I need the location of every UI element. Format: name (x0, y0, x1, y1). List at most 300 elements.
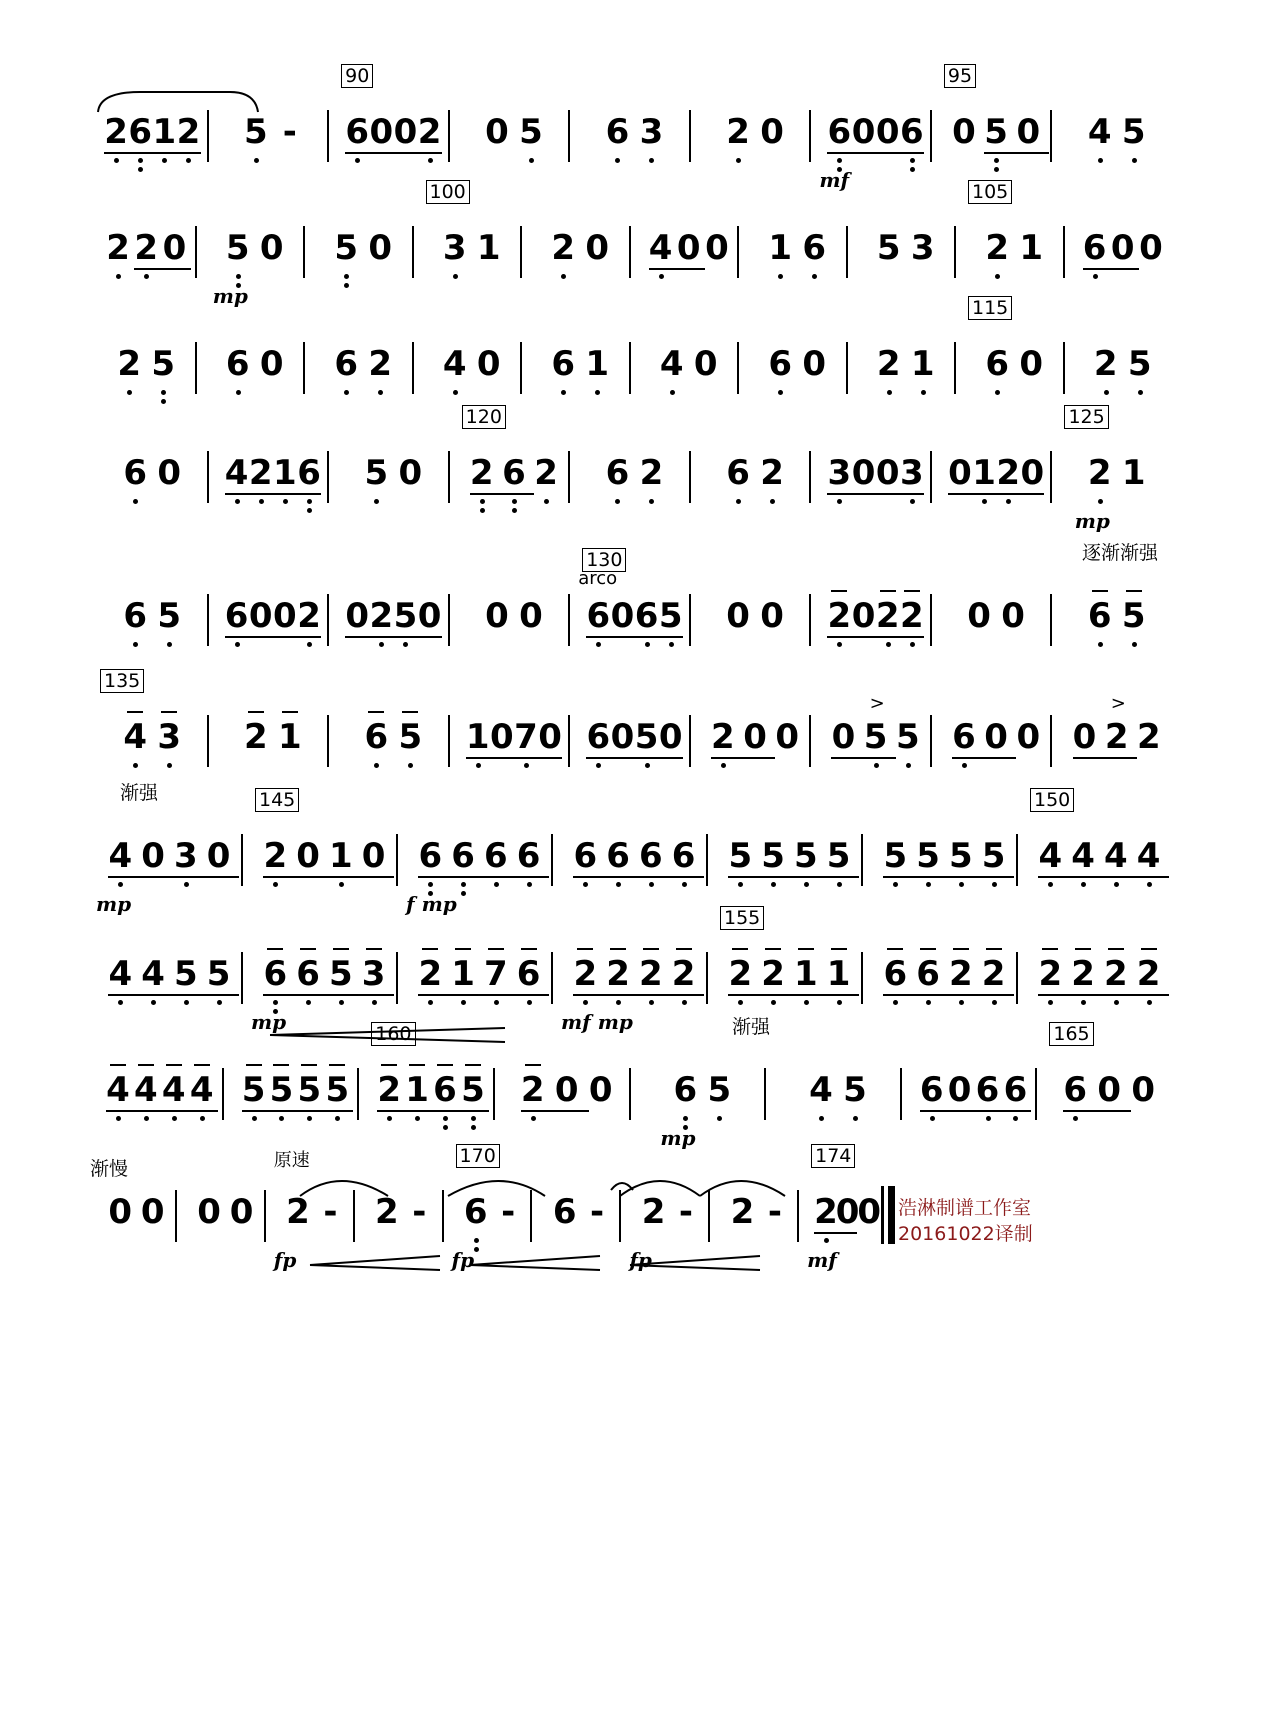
overline (161, 711, 177, 713)
dynamic-mark: mf mp (561, 1010, 633, 1034)
note-digit: 4 (123, 717, 148, 757)
lower-octave-dot (910, 158, 915, 163)
note-digit: 5 (863, 717, 888, 757)
underline-beam (916, 876, 949, 878)
lower-octave-dot (236, 274, 241, 279)
note-digit: 1 (329, 836, 353, 876)
underline-beam (521, 1110, 555, 1112)
underline-beam (263, 994, 296, 996)
lower-octave-dot (649, 1000, 654, 1005)
lower-octave-dot (133, 642, 138, 647)
note-digit: 1 (152, 112, 177, 152)
barline (551, 834, 553, 886)
note-digit: 0 (398, 453, 423, 493)
lower-octave-dot (252, 1116, 257, 1121)
lower-octave-dot (986, 1116, 991, 1121)
measure (213, 717, 334, 777)
lower-octave-dot (344, 390, 349, 395)
note-digit: 0 (157, 453, 182, 493)
underline-beam (711, 757, 743, 759)
underline-beam (1073, 757, 1105, 759)
note-digit: 6 (297, 453, 321, 493)
lower-octave-dot (374, 499, 379, 504)
note-digit: 0 (984, 717, 1008, 757)
barline (222, 1068, 224, 1120)
note-digit: 0 (1020, 453, 1045, 493)
measure (418, 181, 527, 288)
measure (936, 65, 1057, 172)
barline (1016, 952, 1018, 1004)
barline (303, 342, 305, 394)
note-digit: 6 (451, 836, 475, 876)
underline-beam (677, 268, 705, 270)
note-digit: 1 (794, 954, 818, 994)
note-digit: 2 (639, 453, 664, 493)
underline-beam (916, 994, 949, 996)
note-digit: 2 (243, 717, 268, 757)
underline-beam (876, 152, 900, 154)
note-digit: 1 (465, 717, 490, 757)
measure-number: 145 (255, 788, 299, 812)
lower-octave-dot (645, 763, 650, 768)
measure (92, 112, 213, 172)
note-digit: 2 (949, 954, 973, 994)
note-digit: 6 (418, 836, 443, 876)
note-digit: 1 (826, 954, 851, 994)
overline (368, 711, 384, 713)
barline (207, 110, 209, 162)
measure (454, 717, 575, 777)
barline (1050, 594, 1052, 646)
underline-beam (1071, 994, 1104, 996)
note-digit: 0 (1139, 228, 1163, 268)
barline (264, 1190, 266, 1242)
lower-octave-dot (992, 882, 997, 887)
measure-number: 130 (582, 548, 626, 572)
note-digit: 0 (857, 1192, 881, 1232)
lower-octave-dot (283, 499, 288, 504)
note-digit: 0 (1019, 344, 1044, 384)
note-digit: 6 (802, 228, 827, 268)
overline (282, 711, 298, 713)
final-barline-thick (888, 1186, 895, 1244)
measure (815, 693, 936, 777)
note-digit: 4 (442, 344, 467, 384)
overline (1092, 590, 1108, 592)
underline-beam (296, 876, 329, 878)
note-digit: 2 (104, 112, 128, 152)
underline-beam (728, 994, 761, 996)
measure (557, 954, 712, 1034)
note-digit: 2 (1136, 954, 1161, 994)
underline-beam (610, 757, 634, 759)
lower-octave-dot (959, 1000, 964, 1005)
note-digit: 0 (693, 344, 718, 384)
note-digit: 2 (520, 1070, 545, 1110)
underline-beam (225, 636, 249, 638)
lower-octave-dot (236, 390, 241, 395)
underline-beam (1137, 876, 1170, 878)
lower-octave-dot (378, 390, 383, 395)
note-digit: 2 (1093, 344, 1118, 384)
barline (930, 715, 932, 767)
barline (327, 110, 329, 162)
dash: - (678, 1192, 694, 1232)
note-digit: 2 (573, 954, 598, 994)
note-digit: 6 (1082, 228, 1107, 268)
lower-octave-dot (138, 158, 143, 163)
underline-beam (982, 876, 1015, 878)
lower-octave-dot (118, 882, 123, 887)
lower-octave-dot (1104, 390, 1109, 395)
underline-beam (761, 876, 794, 878)
measure (936, 596, 1057, 656)
lower-octave-dot (853, 1116, 858, 1121)
lower-octave-dot (770, 499, 775, 504)
underline-beam (649, 268, 677, 270)
note-digit: 0 (658, 717, 683, 757)
dynamic-mark: mp (212, 284, 248, 308)
dash: - (323, 1192, 338, 1232)
lower-octave-dot (819, 1116, 824, 1121)
barline (568, 451, 570, 503)
measure-number: 95 (944, 64, 976, 88)
underline-beam (405, 1110, 433, 1112)
lower-octave-dot (812, 274, 817, 279)
note-digit: 5 (364, 453, 389, 493)
note-digit: 2 (297, 596, 321, 636)
lower-octave-dot (994, 167, 999, 172)
measure (574, 453, 695, 513)
note-digit: 6 (551, 344, 576, 384)
note-digit: 6 (768, 344, 793, 384)
barline (930, 110, 932, 162)
underline-beam (176, 152, 200, 154)
underline-beam (606, 994, 639, 996)
measure (247, 789, 402, 896)
lower-octave-dot (1147, 882, 1152, 887)
lower-octave-dot (428, 158, 433, 163)
lower-octave-dot (480, 508, 485, 513)
barline (1063, 226, 1065, 278)
measure (1022, 789, 1177, 896)
lower-octave-dot (1098, 499, 1103, 504)
measure (201, 344, 310, 404)
measure (1056, 596, 1177, 656)
measure (712, 907, 867, 1014)
lower-octave-dot (186, 158, 191, 163)
note-digit: 4 (659, 344, 684, 384)
note-digit: 1 (277, 717, 302, 757)
measure (635, 344, 744, 404)
measure (743, 344, 852, 404)
note-digit: 5 (297, 1070, 322, 1110)
overline (301, 1064, 317, 1066)
measure (574, 112, 695, 172)
lower-octave-dot (167, 763, 172, 768)
note-digit: 2 (711, 717, 735, 757)
accent-mark: > (869, 693, 885, 714)
note-digit: 6 (606, 836, 630, 876)
note-digit: 2 (117, 344, 142, 384)
lower-octave-dot (992, 1000, 997, 1005)
lower-octave-dot (512, 499, 517, 504)
score-system (92, 542, 1177, 656)
lower-octave-dot (235, 642, 240, 647)
lower-octave-dot (355, 158, 360, 163)
note-digit: 3 (899, 453, 924, 493)
underline-beam (952, 757, 984, 759)
note-digit: 0 (851, 596, 876, 636)
note-digit: 5 (843, 1070, 867, 1110)
measure-number: 160 (371, 1022, 415, 1046)
underline-beam (728, 876, 761, 878)
overline (248, 711, 264, 713)
lower-octave-dot (1098, 158, 1103, 163)
measure (936, 717, 1057, 777)
note-digit: 0 (585, 228, 610, 268)
barline (520, 226, 522, 278)
lower-octave-dot (874, 763, 879, 768)
note-digit: 5 (981, 836, 1006, 876)
note-digit: 0 (851, 112, 876, 152)
underline-beam (263, 876, 296, 878)
note-digit: 6 (916, 954, 940, 994)
note-digit: 5 (826, 836, 851, 876)
performance-marking: arco (578, 568, 618, 589)
underline-beam (948, 493, 972, 495)
measure (770, 1070, 906, 1130)
lower-octave-dot (921, 390, 926, 395)
measure (574, 717, 695, 777)
underline-beam (345, 636, 369, 638)
barline (764, 1068, 766, 1120)
underline-beam (827, 994, 860, 996)
underline-beam (393, 152, 417, 154)
note-digit: 0 (952, 112, 976, 152)
measure (1056, 112, 1177, 172)
note-digit: 4 (1071, 836, 1095, 876)
underline-beam (273, 493, 297, 495)
lower-octave-dot (1098, 642, 1103, 647)
lower-octave-dot (1013, 1116, 1018, 1121)
note-digit: 2 (377, 1070, 402, 1110)
note-digit: 0 (743, 717, 767, 757)
note-digit: 2 (981, 954, 1006, 994)
note-digit: 0 (1072, 717, 1097, 757)
barline (1050, 451, 1052, 503)
lower-octave-dot (531, 1116, 536, 1121)
underline-beam (104, 152, 128, 154)
note-digit: 5 (206, 954, 231, 994)
underline-beam (461, 1110, 489, 1112)
lower-octave-dot (824, 1238, 829, 1243)
barline (846, 226, 848, 278)
lower-octave-dot (461, 891, 466, 896)
measure (247, 954, 402, 1034)
lower-octave-dot (1138, 390, 1143, 395)
note-digit: 5 (334, 228, 359, 268)
barline (303, 226, 305, 278)
note-digit: 5 (634, 717, 659, 757)
overline (798, 948, 814, 950)
barline (629, 226, 631, 278)
note-digit: 6 (345, 112, 369, 152)
lower-octave-dot (596, 642, 601, 647)
underline-beam (141, 994, 174, 996)
measure (695, 112, 816, 172)
underline-beam (1020, 493, 1044, 495)
overline (246, 1064, 262, 1066)
note-digit: 3 (442, 228, 467, 268)
note-digit: 2 (671, 954, 696, 994)
underline-beam (1111, 268, 1139, 270)
underline-beam (325, 1110, 353, 1112)
lower-octave-dot (453, 274, 458, 279)
barline (327, 451, 329, 503)
overline (1075, 948, 1091, 950)
note-digit: 0 (775, 717, 800, 757)
underline-beam (743, 757, 775, 759)
barline (1016, 834, 1018, 886)
barline (861, 834, 863, 886)
note-digit: 6 (433, 1070, 457, 1110)
note-digit: 0 (588, 1070, 613, 1110)
lower-octave-dot (596, 763, 601, 768)
dynamic-mark: mf (819, 168, 850, 192)
note-digit: 6 (985, 344, 1010, 384)
underline-beam (827, 493, 851, 495)
note-digit: 7 (514, 717, 538, 757)
measure (635, 228, 744, 288)
lower-octave-dot (682, 1000, 687, 1005)
barline (448, 715, 450, 767)
barline (448, 594, 450, 646)
lower-octave-dot (926, 1000, 931, 1005)
note-digit: 0 (345, 596, 369, 636)
note-digit: 0 (485, 596, 509, 636)
lower-octave-dot (1132, 642, 1137, 647)
underline-beam (273, 636, 297, 638)
barline (241, 952, 243, 1004)
underline-beam (586, 757, 610, 759)
overline (610, 948, 626, 950)
underline-beam (1097, 1110, 1131, 1112)
overline (465, 1064, 481, 1066)
note-digit: 4 (161, 1070, 186, 1110)
lower-octave-dot (273, 882, 278, 887)
underline-beam (1104, 876, 1137, 878)
barline (241, 834, 243, 886)
dynamic-mark: fp (273, 1248, 297, 1272)
underline-beam (329, 876, 362, 878)
underline-beam (466, 757, 490, 759)
lower-octave-dot (615, 499, 620, 504)
barline (900, 1068, 902, 1120)
note-digit: 2 (726, 112, 750, 152)
measure (635, 1070, 771, 1150)
note-digit: 2 (827, 596, 852, 636)
underline-beam (836, 1232, 858, 1234)
note-digit: 2 (728, 954, 753, 994)
lower-octave-dot (837, 499, 842, 504)
underline-beam (190, 1110, 218, 1112)
note-digit: 2 (534, 453, 558, 493)
underline-beam (162, 268, 190, 270)
lower-octave-dot (1073, 1116, 1078, 1121)
note-digit: 0 (538, 717, 562, 757)
measure-number: 165 (1049, 1022, 1093, 1046)
note-digit: 5 (157, 596, 182, 636)
lower-octave-dot (494, 882, 499, 887)
overline (953, 948, 969, 950)
lower-octave-dot (906, 763, 911, 768)
measure (1069, 228, 1178, 288)
measure (454, 596, 575, 656)
lower-octave-dot (151, 1000, 156, 1005)
underline-beam (134, 268, 162, 270)
lower-octave-dot (1132, 158, 1137, 163)
measure-number: 100 (426, 180, 470, 204)
underline-beam (635, 636, 659, 638)
lower-octave-dot (778, 390, 783, 395)
barline (207, 715, 209, 767)
barline (861, 952, 863, 1004)
measure-number: 120 (462, 405, 506, 429)
note-digit: 0 (875, 453, 900, 493)
note-digit: 3 (174, 836, 198, 876)
note-digit: 0 (802, 344, 827, 384)
overline (402, 711, 418, 713)
note-digit: 6 (1003, 1070, 1028, 1110)
barline (706, 952, 708, 1004)
measure (499, 1070, 635, 1130)
barline (353, 1190, 355, 1242)
note-digit: 6 (123, 453, 148, 493)
barline (568, 594, 570, 646)
note-digit: 2 (760, 453, 784, 493)
measure (333, 453, 454, 513)
lower-octave-dot (736, 499, 741, 504)
lower-octave-dot (959, 882, 964, 887)
measure-number: 155 (720, 906, 764, 930)
underline-beam (672, 994, 705, 996)
barline (1050, 110, 1052, 162)
underline-beam (517, 876, 550, 878)
overline (577, 948, 593, 950)
underline-beam (794, 994, 827, 996)
note-digit: 0 (1016, 717, 1041, 757)
note-digit: 1 (768, 228, 793, 268)
underline-beam (377, 1110, 405, 1112)
measure (92, 596, 213, 656)
lower-octave-dot (1093, 274, 1098, 279)
measure (803, 1145, 892, 1272)
lower-octave-dot (461, 1000, 466, 1005)
measure (1056, 406, 1177, 533)
note-digit: 0 (259, 228, 284, 268)
underline-beam (225, 493, 249, 495)
dynamic-mark: mp (96, 892, 132, 916)
underline-beam (207, 994, 240, 996)
underline-beam (249, 636, 273, 638)
note-digit: 4 (1136, 836, 1161, 876)
note-digit: 5 (761, 836, 785, 876)
note-digit: 6 (726, 453, 750, 493)
note-digit: 4 (1104, 836, 1128, 876)
measure (213, 112, 334, 172)
lower-octave-dot (615, 158, 620, 163)
